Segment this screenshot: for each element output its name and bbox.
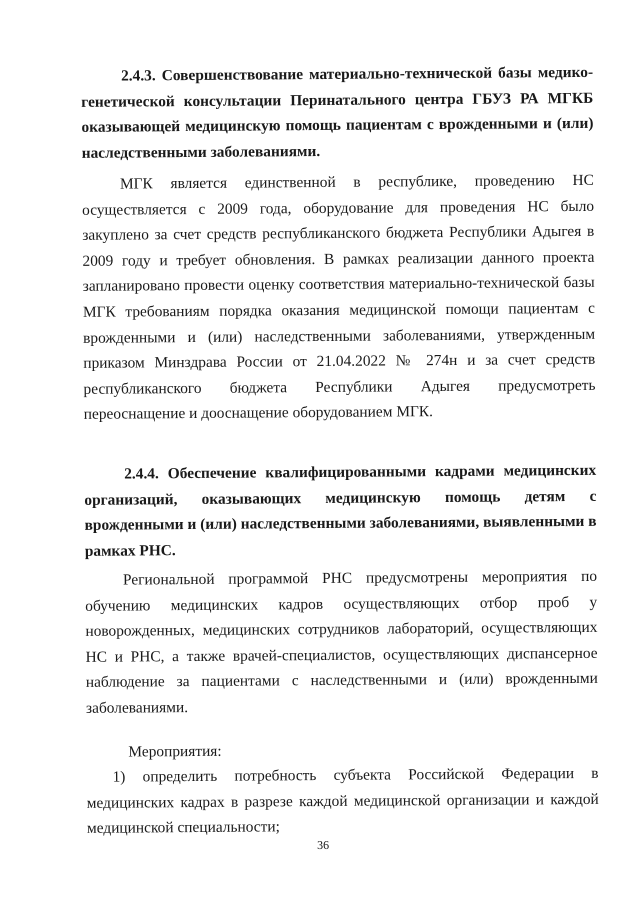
page-number: 36 (317, 837, 330, 853)
section-paragraph-2-4-3: МГК является единственной в республике, проведению НС осуществляется с 2009 года, оборудование для проведения НС было закуплено за счет средств республиканского бюджета Республики Адыгея в 2009 году и требует обновления. В рамках реализации данного проекта запланировано провести оценку соответствия материально-технической базы МГК требованиям порядка оказания медицинской помощи пациентам с врожденными и (или) наследственными заболеваниями, утвержденным приказом Минздрава России от 21.04.2022 № 274н и за счет средств республиканского бюджета Республики Адыгея предусмотреть переоснащение и дооснащение оборудованием МГК. (82, 171, 596, 424)
section-heading-2-4-4: 2.4.4. Обеспечение квалифицированными кадрами медицинских организаций, оказывающих медицинскую помощь детям с врожденными и (или) наследственными заболеваниями, выявленными в рамках РНС. (84, 461, 597, 560)
section-paragraph-2-4-4: Региональной программой РНС предусмотрены мероприятия по обучению медицинских кадров осуществляющих отбор проб у новорожденных, медицинских сотрудников лабораторий, осуществляющих НС и РНС, а также врачей-специалистов, осуществляющих диспансерное наблюдение за пациентами с наследственными и (или) врожденными заболеваниями. (85, 567, 598, 717)
list-item: 1) определить потребность субъекта Российской Федерации в медицинских кадрах в разрезе каждой медицинской организации и каждой медицинской специальности; (86, 764, 599, 838)
measures-label: Мероприятия: (128, 742, 222, 761)
section-heading-2-4-3: 2.4.3. Совершенствование материально-технической базы медико-генетической консультации Перинатального центра ГБУЗ РА МГКБ оказывающей медицинскую помощь пациентам с врожденными и (или) наследственными заболеваниями. (81, 63, 594, 162)
